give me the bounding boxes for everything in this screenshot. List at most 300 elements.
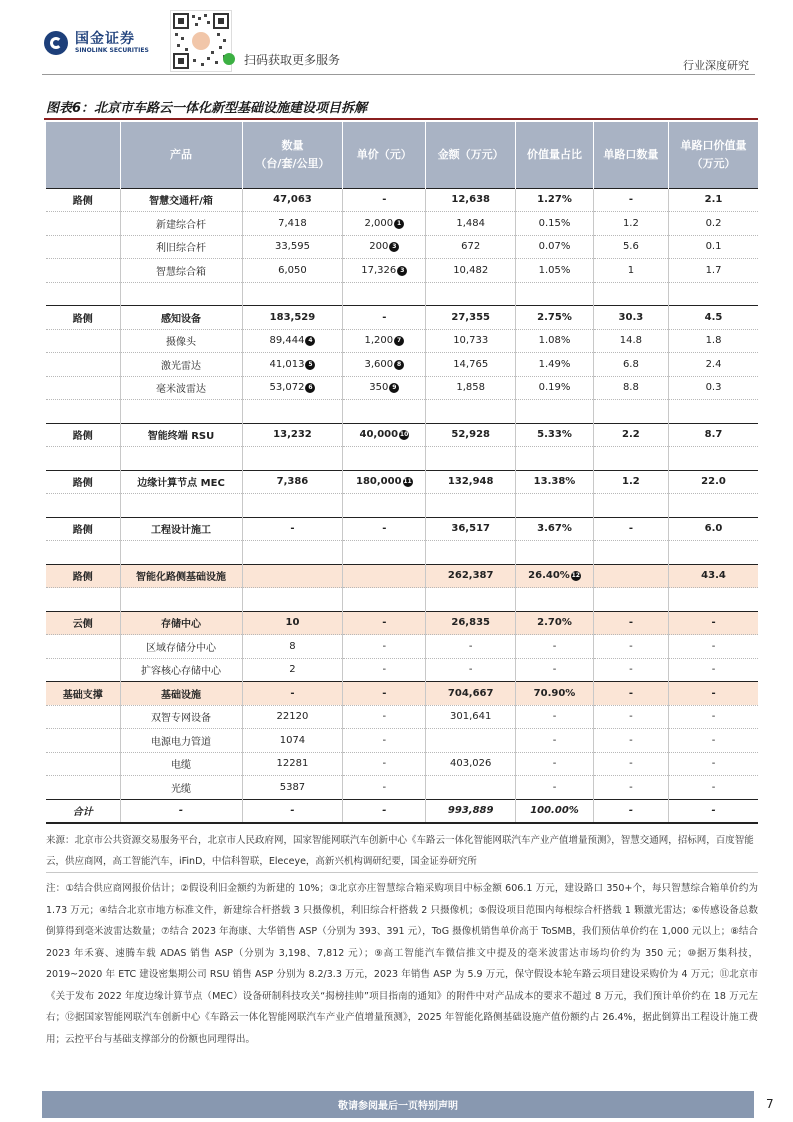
- table-cell: [516, 588, 594, 612]
- cell-value: 262,387: [447, 570, 494, 582]
- table-cell: [120, 259, 242, 283]
- table-cell: [669, 705, 758, 729]
- cell-value: 183,529: [269, 311, 316, 323]
- cell-value: 1.27%: [537, 194, 572, 206]
- footnote-marker: 8: [394, 360, 404, 370]
- cell-value: 6.8: [622, 358, 639, 370]
- table-cell: [426, 588, 516, 612]
- table-cell: [593, 729, 668, 753]
- cell-value: 1,200: [364, 335, 394, 347]
- table-cell: [516, 188, 594, 212]
- cell-value: 27,355: [451, 311, 490, 323]
- table-body: [46, 188, 758, 823]
- table-cell: [120, 235, 242, 259]
- table-cell: [242, 447, 343, 471]
- cell-value: 1.8: [705, 335, 722, 347]
- table-cell: [120, 588, 242, 612]
- cell-value: -: [382, 640, 387, 652]
- cell-value: 200: [369, 241, 389, 253]
- cell-value: -: [468, 664, 473, 676]
- cell-value: 智能化路侧基础设施: [136, 572, 226, 584]
- table-cell: [242, 282, 343, 306]
- table-cell: [343, 188, 426, 212]
- table-cell: [46, 329, 120, 353]
- table-cell: [120, 282, 242, 306]
- cell-value: 基础设施: [161, 689, 201, 701]
- footnote-marker: 11: [403, 478, 412, 486]
- table-row: [46, 588, 758, 612]
- table-cell: [426, 611, 516, 635]
- table-cell: [120, 447, 242, 471]
- cell-value: -: [382, 523, 387, 535]
- table-cell: [120, 494, 242, 518]
- cell-value: 8: [289, 640, 296, 652]
- cell-value: 合计: [72, 807, 93, 818]
- table-cell: [669, 400, 758, 424]
- cell-value: -: [628, 617, 633, 629]
- cell-value: -: [711, 781, 716, 793]
- cell-value: 智慧综合箱: [156, 266, 206, 278]
- table-cell: [242, 588, 343, 612]
- table-cell: [669, 353, 758, 377]
- table-row: [46, 423, 758, 447]
- table-header-row: [46, 122, 758, 188]
- cell-value: 路侧: [72, 431, 93, 443]
- cell-value: 993,889: [447, 805, 494, 816]
- cell-value: 1,858: [456, 382, 486, 394]
- cell-value: 7,418: [278, 217, 307, 229]
- cell-value: 基础支撑: [62, 689, 103, 701]
- table-cell: [593, 682, 668, 706]
- table-cell: [593, 799, 668, 823]
- cell-value: -: [552, 734, 557, 746]
- figure-title: 图表6：北京市车路云一体化新型基础设施建设项目拆解: [46, 101, 368, 116]
- table-cell: [516, 494, 594, 518]
- cell-value: 13,232: [273, 429, 312, 441]
- table-cell: [669, 282, 758, 306]
- cell-value: 403,026: [450, 758, 492, 770]
- table-cell: [669, 588, 758, 612]
- table-row: [46, 329, 758, 353]
- table-cell: [46, 447, 120, 471]
- cell-value: -: [711, 687, 716, 699]
- table-row: [46, 658, 758, 682]
- cell-value: 1.49%: [538, 358, 571, 370]
- table-cell: [669, 564, 758, 588]
- logo-icon: [44, 31, 68, 55]
- table-cell: [669, 376, 758, 400]
- cell-value: 双智专网设备: [151, 713, 211, 725]
- table-cell: [516, 776, 594, 800]
- table-cell: [120, 635, 242, 659]
- table-cell: [46, 541, 120, 565]
- cell-value: -: [382, 311, 387, 323]
- cell-value: 100.00%: [530, 805, 579, 816]
- table-cell: [516, 376, 594, 400]
- table-cell: [669, 235, 758, 259]
- table-cell: [46, 235, 120, 259]
- table-cell: [516, 517, 594, 541]
- cell-value: -: [629, 711, 633, 723]
- cell-value: 2: [289, 664, 296, 676]
- column-header: 单路口数量: [593, 122, 668, 188]
- table-cell: [593, 588, 668, 612]
- table-cell: [593, 635, 668, 659]
- table-cell: [46, 400, 120, 424]
- table-row: [46, 776, 758, 800]
- table-cell: [242, 376, 343, 400]
- table-cell: [669, 188, 758, 212]
- cell-value: 路侧: [72, 572, 93, 584]
- cell-value: 36,517: [451, 523, 490, 535]
- table-cell: [242, 259, 343, 283]
- cell-value: 0.1: [705, 241, 722, 253]
- cell-value: 14.8: [619, 335, 643, 347]
- table-cell: [669, 635, 758, 659]
- cell-value: -: [468, 640, 473, 652]
- table-cell: [426, 799, 516, 823]
- cell-value: -: [552, 664, 557, 676]
- cell-value: -: [382, 194, 387, 206]
- table-cell: [516, 353, 594, 377]
- table-cell: [593, 376, 668, 400]
- cell-value: 26,835: [451, 617, 490, 629]
- table-cell: [669, 776, 758, 800]
- table-cell: [120, 729, 242, 753]
- disclaimer-link[interactable]: 敬请参阅最后一页特别声明: [338, 1101, 458, 1112]
- table-cell: [516, 235, 594, 259]
- page-header: [0, 0, 793, 80]
- cell-value: 光缆: [171, 783, 191, 795]
- cell-value: 激光雷达: [161, 360, 201, 372]
- table-row: [46, 447, 758, 471]
- table-cell: [426, 564, 516, 588]
- table-cell: [426, 752, 516, 776]
- table-row: [46, 306, 758, 330]
- cell-value: 22120: [276, 711, 309, 723]
- table-cell: [426, 188, 516, 212]
- table-cell: [593, 564, 668, 588]
- cell-value: 3.67%: [537, 523, 572, 535]
- cell-value: 扩容核心存储中心: [141, 666, 221, 678]
- table-cell: [593, 447, 668, 471]
- header-divider: [42, 74, 755, 75]
- company-logo: [44, 31, 149, 55]
- cell-value: 6.0: [704, 523, 723, 535]
- table-cell: [426, 494, 516, 518]
- table-row: [46, 400, 758, 424]
- cell-value: -: [711, 734, 716, 746]
- cell-value: -: [382, 664, 387, 676]
- table-cell: [516, 729, 594, 753]
- table-cell: [669, 799, 758, 823]
- cell-value: 52,928: [451, 429, 490, 441]
- table-cell: [669, 517, 758, 541]
- table-cell: [343, 729, 426, 753]
- table-cell: [242, 423, 343, 447]
- table-cell: [669, 682, 758, 706]
- qr-code-icon[interactable]: [170, 10, 232, 72]
- table-cell: [120, 682, 242, 706]
- table-cell: [120, 611, 242, 635]
- cell-value: 1.7: [705, 264, 722, 276]
- table-cell: [516, 635, 594, 659]
- table-cell: [46, 376, 120, 400]
- footnote-marker: 3: [389, 242, 399, 252]
- cell-value: -: [628, 805, 633, 816]
- table-cell: [593, 353, 668, 377]
- column-header: 单路口价值量 （万元）: [669, 122, 758, 188]
- table-cell: [516, 541, 594, 565]
- cell-value: -: [711, 805, 716, 816]
- cell-value: -: [552, 758, 557, 770]
- cell-value: 1.2: [622, 217, 639, 229]
- table-row: [46, 235, 758, 259]
- cell-value: 6,050: [278, 264, 307, 276]
- footnote-marker: 4: [305, 336, 315, 346]
- cell-value: 7,386: [276, 476, 309, 488]
- table-cell: [120, 188, 242, 212]
- table-row: [46, 212, 758, 236]
- table-cell: [46, 259, 120, 283]
- table-cell: [46, 212, 120, 236]
- cell-value: -: [382, 758, 387, 770]
- table-cell: [593, 259, 668, 283]
- cell-value: 180,000: [356, 476, 402, 488]
- table-cell: [343, 752, 426, 776]
- cell-value: 17,326: [361, 264, 397, 276]
- table-cell: [46, 611, 120, 635]
- cell-value: -: [382, 711, 387, 723]
- footnote-marker: 9: [389, 383, 399, 393]
- table-cell: [46, 658, 120, 682]
- table-cell: [343, 235, 426, 259]
- cell-value: 0.2: [705, 217, 722, 229]
- figure-title-rule: [44, 118, 758, 120]
- table-cell: [343, 658, 426, 682]
- table-cell: [242, 682, 343, 706]
- table-cell: [426, 282, 516, 306]
- table-cell: [669, 259, 758, 283]
- table-cell: [46, 682, 120, 706]
- table-cell: [516, 423, 594, 447]
- footnote-marker: 10: [399, 431, 409, 439]
- cell-value: 13.38%: [533, 476, 576, 488]
- cell-value: -: [711, 758, 716, 770]
- cell-value: 2.4: [705, 358, 722, 370]
- table-cell: [242, 541, 343, 565]
- footnote-marker: 7: [394, 336, 404, 346]
- cell-value: -: [382, 734, 387, 746]
- table-cell: [343, 212, 426, 236]
- table-cell: [46, 752, 120, 776]
- table-cell: [343, 705, 426, 729]
- table-cell: [120, 517, 242, 541]
- cell-value: 5.6: [622, 241, 639, 253]
- table-cell: [343, 635, 426, 659]
- table-cell: [669, 447, 758, 471]
- table-row: [46, 635, 758, 659]
- table-cell: [516, 705, 594, 729]
- table-cell: [669, 329, 758, 353]
- table-cell: [516, 329, 594, 353]
- column-header: 产品: [120, 122, 242, 188]
- cell-value: 70.90%: [533, 687, 576, 699]
- cell-value: 2.75%: [537, 311, 572, 323]
- table-cell: [593, 541, 668, 565]
- cell-value: 43.4: [701, 570, 726, 582]
- cell-value: -: [629, 734, 633, 746]
- cell-value: -: [178, 805, 184, 816]
- cell-value: 新建综合杆: [156, 219, 206, 231]
- table-cell: [120, 353, 242, 377]
- cell-value: 704,667: [447, 687, 494, 699]
- cell-value: 47,063: [273, 194, 312, 206]
- cell-value: -: [552, 640, 557, 652]
- table-cell: [516, 470, 594, 494]
- table-cell: [426, 423, 516, 447]
- table-row: [46, 188, 758, 212]
- cell-value: 智慧交通杆/箱: [149, 196, 213, 208]
- table-cell: [120, 541, 242, 565]
- cell-value: -: [552, 781, 557, 793]
- scan-prompt: 扫码获取更多服务: [244, 53, 341, 67]
- table-row: [46, 705, 758, 729]
- table-cell: [593, 494, 668, 518]
- cell-value: 33,595: [274, 241, 310, 253]
- cell-value: 5387: [279, 781, 306, 793]
- cell-value: 1074: [279, 734, 306, 746]
- table-cell: [593, 212, 668, 236]
- cell-value: -: [711, 664, 716, 676]
- table-cell: [242, 517, 343, 541]
- cell-value: -: [629, 664, 633, 676]
- table-row: [46, 729, 758, 753]
- table-cell: [593, 423, 668, 447]
- table-cell: [516, 447, 594, 471]
- cell-value: -: [382, 687, 387, 699]
- table-cell: [593, 400, 668, 424]
- cell-value: 摄像头: [166, 337, 196, 349]
- table-cell: [516, 682, 594, 706]
- footnotes: 注：①结合供应商网报价估计；②假设利旧金额约为新建的 10%；③北京亦庄智慧综合箱采购项目中标金额 606.1 万元，建设路口 350+个，每只智慧综合箱单价约为 1.73 万元；④结合北京市地方标准文件，新建综合杆搭载 3 只摄像机，利旧综合杆搭载 2 只摄像机；⑤假设项目范围内每根综合杆搭载 1 颗激光雷达；⑥传感设备总数倒算得到毫米波雷达数量；⑦结合 2023 年海康、大华销售 ASP（分别为 393、391 元），ToG 摄像机销售单价高于 ToSMB，我们预估单价约在 1,000 元以上；⑧结合 2023 年禾赛、速腾车载 ADAS 销售 ASP（分别为 3,198、7,812 元）；⑨高工智能汽车微信推文中提及的毫米波雷达市场均价约为 350 元；⑩据万集科技，2019~2020 年 ETC 建设密集期公司 RSU 销售 ASP 分别为 8.2/3.3 万元，2023 年销售 ASP 为 5.9 万元，保守假设本轮车路云项目建设采购价为 4 万元；⑪北京市《关于发布 2022 年度边缘计算节点（MEC）设备研制科技攻关“揭榜挂帅”项目指南的通知》的附件中对产品成本的要求不超过 8 万元，我们预计单价约在 18 万元左右；⑫据国家智能网联汽车创新中心《车路云一体化智能网联汽车产业产值增量预测》，2025 年智能化路侧基础设施产值份额约占 26.4%，据此倒算出工程设计施工费用；云控平台与基础支撑部分的份额也同理得出。: [46, 883, 758, 1045]
- table-cell: [426, 705, 516, 729]
- footnote-marker: 1: [394, 219, 404, 229]
- cell-value: -: [629, 758, 633, 770]
- table-cell: [343, 799, 426, 823]
- table-cell: [593, 282, 668, 306]
- table-cell: [669, 212, 758, 236]
- table-row: [46, 353, 758, 377]
- cell-value: 41,013: [269, 358, 305, 370]
- logo-name-en: SINOLINK SECURITIES: [75, 46, 149, 54]
- table-cell: [242, 306, 343, 330]
- table-cell: [343, 259, 426, 283]
- cell-value: 电源电力管道: [151, 736, 211, 748]
- table-cell: [46, 494, 120, 518]
- table-cell: [669, 752, 758, 776]
- table-cell: [343, 541, 426, 565]
- table-cell: [426, 517, 516, 541]
- table-row: [46, 517, 758, 541]
- table-cell: [343, 400, 426, 424]
- cell-value: 10,733: [453, 335, 489, 347]
- table-cell: [593, 752, 668, 776]
- table-cell: [242, 776, 343, 800]
- table-row: [46, 376, 758, 400]
- table-cell: [120, 752, 242, 776]
- table-cell: [669, 611, 758, 635]
- cell-value: 区域存储分中心: [146, 642, 216, 654]
- table-cell: [46, 588, 120, 612]
- table-cell: [426, 541, 516, 565]
- footnote-marker: 5: [305, 360, 315, 370]
- table-cell: [120, 705, 242, 729]
- table-cell: [593, 329, 668, 353]
- cell-value: 53,072: [269, 382, 305, 394]
- table-cell: [593, 705, 668, 729]
- cell-value: -: [552, 711, 557, 723]
- table-cell: [120, 776, 242, 800]
- table-cell: [46, 705, 120, 729]
- cell-value: 路侧: [72, 196, 93, 208]
- table-cell: [669, 423, 758, 447]
- table-cell: [46, 282, 120, 306]
- cell-value: 电缆: [171, 760, 191, 772]
- cell-value: 1.08%: [538, 335, 571, 347]
- footer-disclaimer-bar: [42, 1091, 754, 1118]
- cell-value: 利旧综合杆: [156, 243, 206, 255]
- table-cell: [343, 306, 426, 330]
- table-cell: [242, 470, 343, 494]
- cell-value: 12,638: [451, 194, 490, 206]
- table-cell: [343, 423, 426, 447]
- table-cell: [343, 494, 426, 518]
- cell-value: 8.8: [622, 382, 639, 394]
- table-cell: [426, 776, 516, 800]
- table-cell: [669, 541, 758, 565]
- cell-value: 22.0: [701, 476, 726, 488]
- cell-value: 0.07%: [538, 241, 571, 253]
- table-cell: [46, 729, 120, 753]
- cell-value: 350: [369, 382, 389, 394]
- table-cell: [669, 494, 758, 518]
- cell-value: 301,641: [450, 711, 492, 723]
- table-row: [46, 470, 758, 494]
- footnote-marker: 3: [397, 266, 407, 276]
- table-cell: [426, 259, 516, 283]
- cell-value: 边缘计算节点 MEC: [137, 478, 225, 490]
- table-cell: [516, 259, 594, 283]
- table-row: [46, 259, 758, 283]
- cell-value: 感知设备: [161, 313, 201, 325]
- table-cell: [46, 188, 120, 212]
- column-header: 金额（万元）: [426, 122, 516, 188]
- table-cell: [242, 235, 343, 259]
- cell-value: 1,484: [456, 217, 486, 229]
- table-cell: [120, 376, 242, 400]
- table-cell: [343, 588, 426, 612]
- table-cell: [516, 282, 594, 306]
- cell-value: 存储中心: [161, 619, 201, 631]
- table-row: [46, 752, 758, 776]
- project-breakdown-table: [46, 122, 758, 824]
- cell-value: 40,000: [359, 429, 399, 441]
- cell-value: -: [290, 805, 295, 816]
- cell-value: -: [711, 711, 716, 723]
- cell-value: -: [382, 805, 387, 816]
- table-cell: [46, 776, 120, 800]
